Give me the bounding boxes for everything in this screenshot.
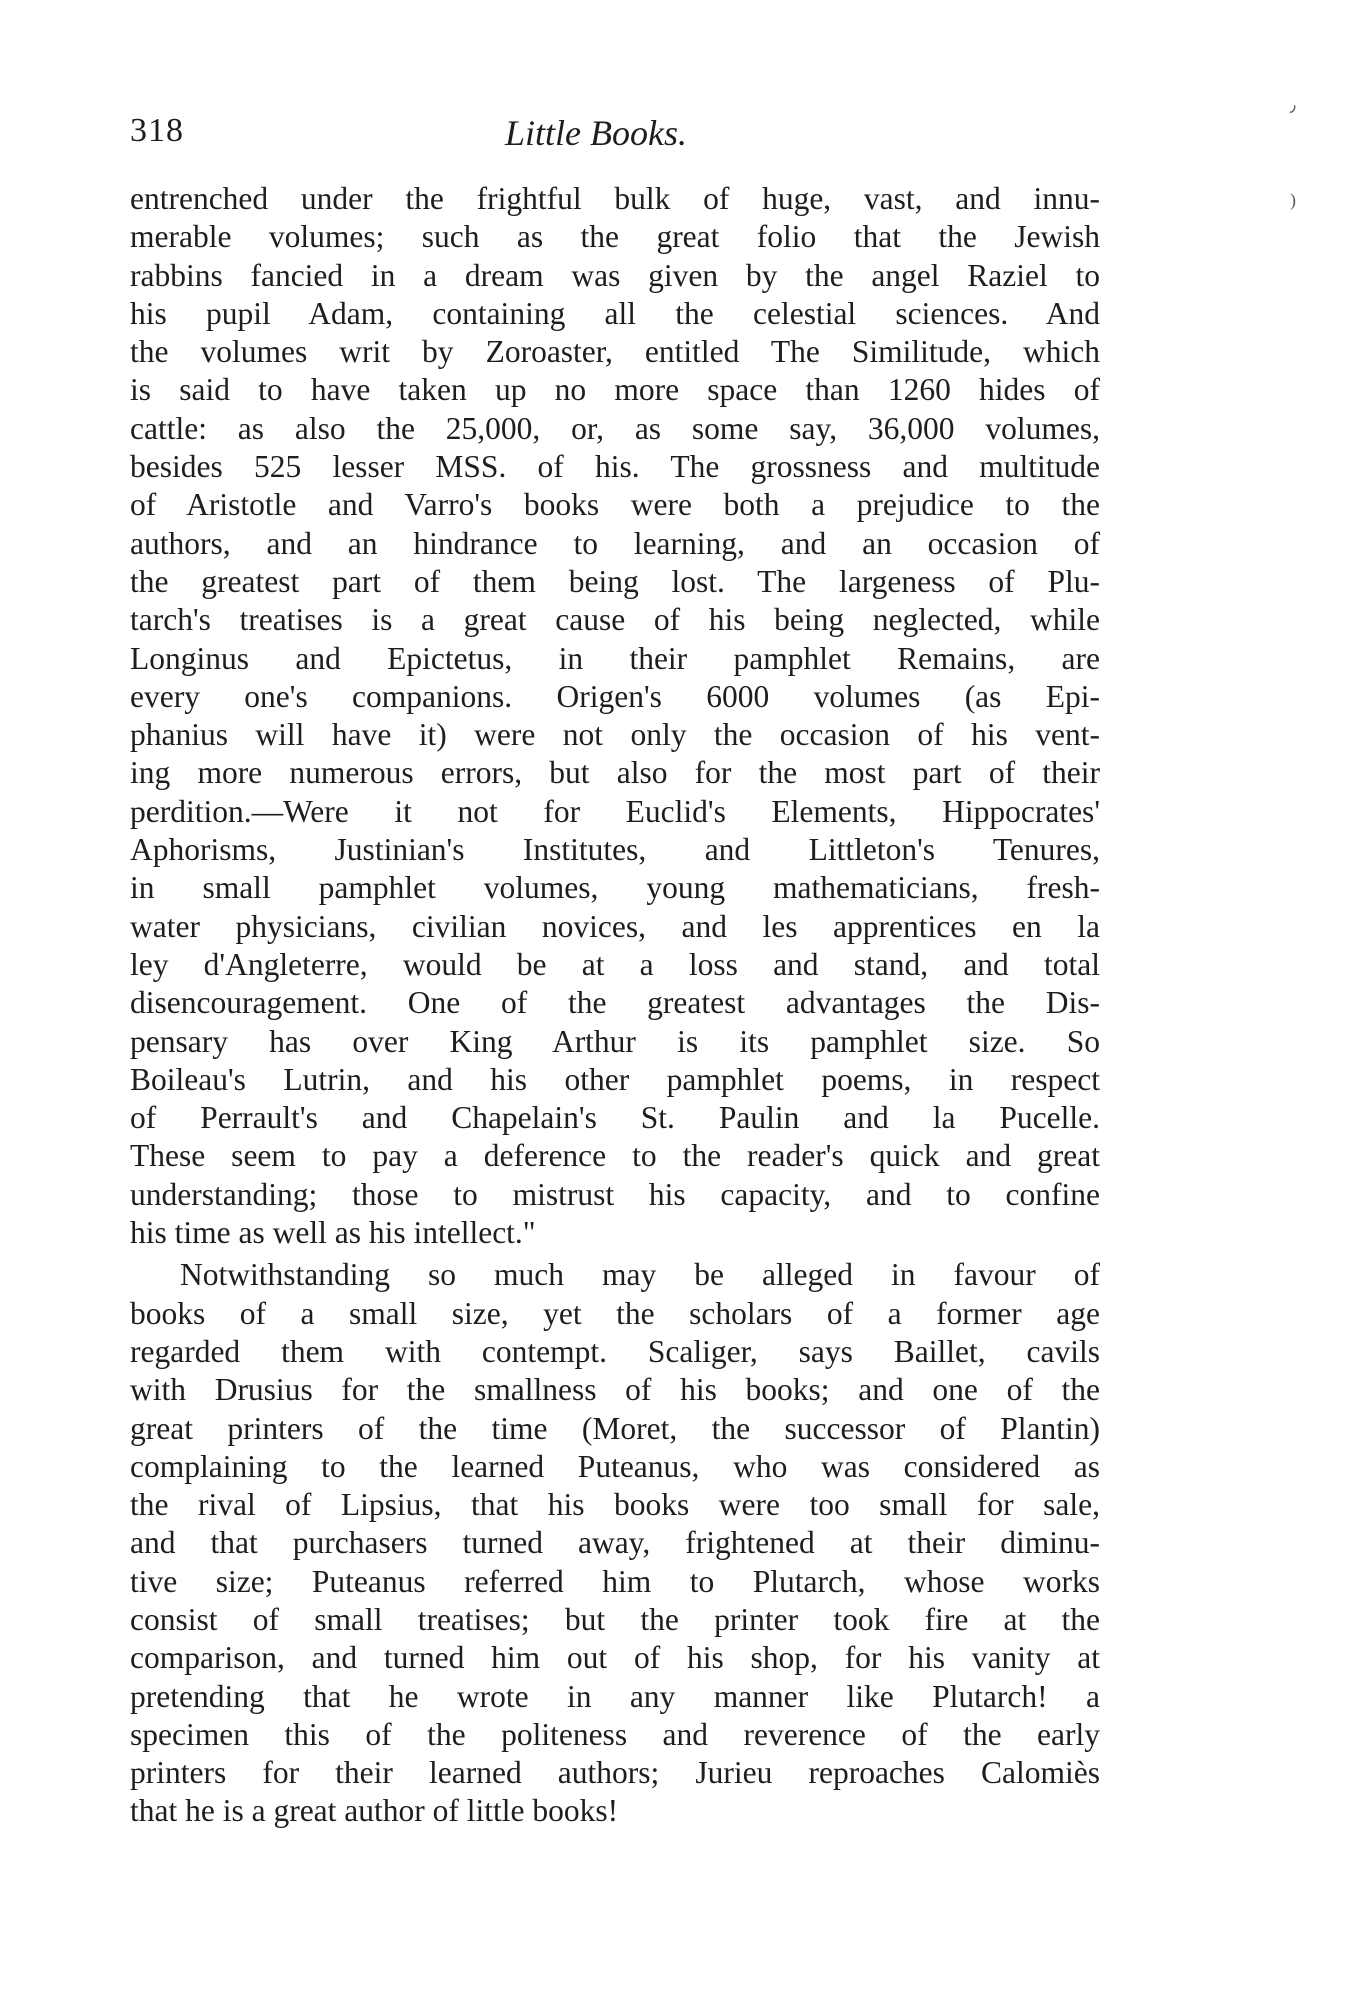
text-line: entrenched under the frightful bulk of huge, vast, and innu- (130, 181, 1100, 216)
text-line: specimen this of the politeness and reverence of the early (130, 1716, 1100, 1752)
text-line: tive size; Puteanus referred him to Plutarch, whose works (130, 1563, 1100, 1599)
text-line: pretending that he wrote in any manner like Plutarch! a (130, 1678, 1100, 1714)
text-line: books of a small size, yet the scholars of a former age (130, 1295, 1100, 1331)
page-header (130, 112, 1130, 172)
text-line: with Drusius for the smallness of his books; and one of the (130, 1372, 1100, 1408)
margin-speck: ٫ (1290, 95, 1296, 115)
text-line: the volumes writ by Zoroaster, entitled The Similitude, which (130, 334, 1100, 370)
text-line: authors, and an hindrance to learning, and an occasion of (130, 525, 1100, 561)
text-line: Notwithstanding so much may be alleged in favour of (180, 1257, 1100, 1293)
text-line: regarded them with contempt. Scaliger, says Baillet, cavils (130, 1333, 1100, 1369)
text-line: printers for their learned authors; Jurieu reproaches Calomiès (130, 1755, 1100, 1791)
running-title: Little Books. (505, 113, 687, 153)
text-line: consist of small treatises; but the printer took fire at the (130, 1601, 1100, 1637)
text-line: of Aristotle and Varro's books were both a prejudice to the (130, 487, 1100, 523)
text-line: that he is a great author of little books! (130, 1793, 619, 1829)
text-line: perdition.—Were it not for Euclid's Elements, Hippocrates' (130, 793, 1100, 829)
text-line: of Perrault's and Chapelain's St. Paulin and la Pucelle. (130, 1100, 1100, 1136)
text-line: Longinus and Epictetus, in their pamphlet Remains, are (130, 640, 1100, 676)
text-line: complaining to the learned Puteanus, who was considered as (130, 1448, 1100, 1484)
text-line: Boileau's Lutrin, and his other pamphlet poems, in respect (130, 1061, 1100, 1097)
text-line: is said to have taken up no more space than 1260 hides of (130, 372, 1100, 408)
text-line: his pupil Adam, containing all the celestial sciences. And (130, 295, 1100, 331)
text-line: and that purchasers turned away, frightened at their diminu- (130, 1525, 1100, 1561)
text-line: his time as well as his intellect." (130, 1215, 536, 1251)
text-line: Aphorisms, Justinian's Institutes, and Littleton's Tenures, (130, 832, 1100, 868)
text-line: pensary has over King Arthur is its pamphlet size. So (130, 1023, 1100, 1059)
paragraph-2 (130, 1256, 1100, 1830)
paragraph-1 (130, 180, 1100, 1252)
text-line: the rival of Lipsius, that his books were too small for sale, (130, 1487, 1100, 1523)
text-line: disencouragement. One of the greatest advantages the Dis- (130, 985, 1100, 1021)
text-line: water physicians, civilian novices, and les apprentices en la (130, 908, 1100, 944)
text-line: ing more numerous errors, but also for the most part of their (130, 755, 1100, 791)
text-line: in small pamphlet volumes, young mathematicians, fresh- (130, 870, 1100, 906)
text-line: comparison, and turned him out of his shop, for his vanity at (130, 1640, 1100, 1676)
text-line: These seem to pay a deference to the reader's quick and great (130, 1138, 1100, 1174)
text-line: great printers of the time (Moret, the successor of Plantin) (130, 1410, 1100, 1446)
text-line: the greatest part of them being lost. The largeness of Plu- (130, 563, 1100, 599)
body-text (130, 180, 1100, 1831)
text-line: cattle: as also the 25,000, or, as some say, 36,000 volumes, (130, 410, 1100, 446)
text-line: understanding; those to mistrust his capacity, and to confine (130, 1176, 1100, 1212)
page-number: 318 (130, 112, 184, 149)
margin-speck: ) (1290, 190, 1296, 210)
text-line: rabbins fancied in a dream was given by the angel Raziel to (130, 257, 1100, 293)
text-line: phanius will have it) were not only the occasion of his vent- (130, 717, 1100, 753)
text-line: every one's companions. Origen's 6000 volumes (as Epi- (130, 678, 1100, 714)
text-line: tarch's treatises is a great cause of his being neglected, while (130, 602, 1100, 638)
text-line: ley d'Angleterre, would be at a loss and stand, and total (130, 946, 1100, 982)
text-line: besides 525 lesser MSS. of his. The grossness and multitude (130, 449, 1100, 485)
text-line: merable volumes; such as the great folio that the Jewish (130, 219, 1100, 255)
